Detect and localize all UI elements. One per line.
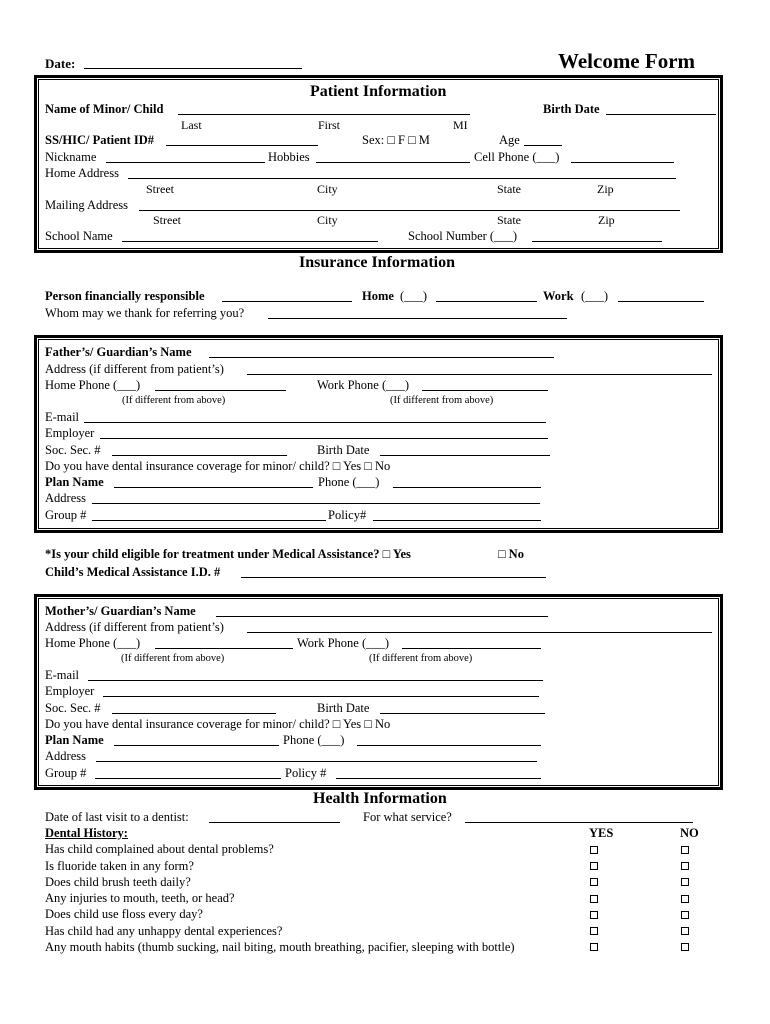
father-employer-field[interactable]	[100, 438, 548, 439]
yes-checkbox[interactable]	[590, 878, 598, 886]
city-caption: City	[317, 182, 338, 196]
hobbies-field[interactable]	[316, 162, 470, 163]
no-column-header: NO	[680, 826, 699, 840]
father-phone-label: Phone (___)	[318, 475, 380, 489]
school-number-label: School Number (___)	[408, 229, 518, 243]
state-caption: State	[497, 182, 521, 196]
health-info-title: Health Information	[313, 790, 447, 807]
no-checkbox[interactable]	[681, 927, 689, 935]
mother-policy-field[interactable]	[336, 778, 541, 779]
cell-phone-label: Cell Phone (___)	[474, 150, 560, 164]
child-name-field[interactable]	[178, 114, 470, 115]
father-work-phone-field[interactable]	[422, 390, 548, 391]
nickname-label: Nickname	[45, 150, 97, 164]
father-address-field[interactable]	[247, 374, 712, 375]
mother-address-label: Address (if different from patient’s)	[45, 620, 224, 634]
no-checkbox[interactable]	[681, 911, 689, 919]
mother-group-field[interactable]	[95, 778, 281, 779]
nickname-field[interactable]	[106, 162, 265, 163]
referral-label: Whom may we thank for referring you?	[45, 306, 245, 320]
mother-birth-label: Birth Date	[317, 701, 370, 715]
birth-date-label: Birth Date	[543, 102, 600, 116]
hobbies-label: Hobbies	[268, 150, 310, 164]
work-paren: (___)	[581, 289, 609, 303]
school-name-label: School Name	[45, 229, 113, 243]
father-policy-label: Policy#	[328, 508, 367, 522]
medical-assistance-no[interactable]: □ No	[498, 547, 524, 561]
father-group-field[interactable]	[92, 520, 326, 521]
father-soc-label: Soc. Sec. #	[45, 443, 101, 457]
no-checkbox[interactable]	[681, 895, 689, 903]
state-caption-2: State	[497, 213, 521, 227]
father-home-if-different: (If different from above)	[122, 395, 226, 406]
mother-home-phone-field[interactable]	[155, 648, 293, 649]
yes-checkbox[interactable]	[590, 846, 598, 854]
father-name-field[interactable]	[209, 357, 554, 358]
cell-phone-field[interactable]	[571, 162, 674, 163]
mother-work-phone-field[interactable]	[402, 648, 541, 649]
mailing-address-label: Mailing Address	[45, 198, 128, 212]
mother-birth-field[interactable]	[380, 713, 545, 714]
yes-checkbox[interactable]	[590, 895, 598, 903]
father-home-phone-field[interactable]	[155, 390, 286, 391]
home-address-field[interactable]	[128, 178, 676, 179]
patient-id-label: SS/HIC/ Patient ID#	[45, 133, 155, 147]
street-caption: Street	[146, 182, 174, 196]
city-caption-2: City	[317, 213, 338, 227]
mother-email-label: E-mail	[45, 668, 80, 682]
mother-home-phone-label: Home Phone (___)	[45, 636, 141, 650]
age-field[interactable]	[524, 145, 562, 146]
mother-group-label: Group #	[45, 766, 87, 780]
question-text: Any mouth habits (thumb sucking, nail biting, mouth breathing, pacifier, sleeping with bottle)	[45, 940, 515, 954]
work-label: Work	[543, 289, 574, 303]
zip-caption: Zip	[597, 182, 614, 196]
mother-phone-field[interactable]	[357, 745, 541, 746]
mother-name-field[interactable]	[216, 616, 548, 617]
mother-phone-label: Phone (___)	[283, 733, 345, 747]
work-phone-field[interactable]	[618, 301, 704, 302]
mother-plan-label: Plan Name	[45, 733, 104, 747]
father-plan-field[interactable]	[114, 487, 313, 488]
question-text: Does child use floss every day?	[45, 907, 203, 921]
yes-checkbox[interactable]	[590, 911, 598, 919]
father-email-field[interactable]	[84, 422, 546, 423]
medical-assistance-question[interactable]: *Is your child eligible for treatment under Medical Assistance? □ Yes	[45, 547, 411, 561]
mother-address2-label: Address	[45, 749, 86, 763]
home-address-label: Home Address	[45, 166, 119, 180]
responsible-label: Person financially responsible	[45, 289, 205, 303]
first-caption: First	[318, 118, 341, 132]
mother-work-if-different: (If different from above)	[369, 653, 473, 664]
father-home-phone-label: Home Phone (___)	[45, 378, 141, 392]
home-phone-field[interactable]	[436, 301, 537, 302]
father-email-label: E-mail	[45, 410, 80, 424]
mother-address-field[interactable]	[247, 632, 712, 633]
child-name-label: Name of Minor/ Child	[45, 102, 164, 116]
mother-plan-field[interactable]	[114, 745, 279, 746]
father-dental-question[interactable]: Do you have dental insurance coverage for minor/ child? □ Yes □ No	[45, 459, 391, 473]
mother-work-phone-label: Work Phone (___)	[297, 636, 390, 650]
medical-id-field[interactable]	[241, 577, 546, 578]
home-label: Home	[362, 289, 394, 303]
no-checkbox[interactable]	[681, 943, 689, 951]
mother-address2-field[interactable]	[96, 761, 537, 762]
father-address2-field[interactable]	[92, 503, 540, 504]
question-text: Does child brush teeth daily?	[45, 875, 191, 889]
question-text: Is fluoride taken in any form?	[45, 859, 194, 873]
birth-date-field[interactable]	[606, 114, 716, 115]
school-number-field[interactable]	[532, 241, 662, 242]
service-label: For what service?	[363, 810, 452, 824]
mother-employer-field[interactable]	[103, 696, 539, 697]
patient-info-title: Patient Information	[310, 83, 447, 100]
age-label: Age	[499, 133, 520, 147]
home-paren: (___)	[400, 289, 428, 303]
no-checkbox[interactable]	[681, 878, 689, 886]
mother-dental-question[interactable]: Do you have dental insurance coverage for minor/ child? □ Yes □ No	[45, 717, 391, 731]
question-text: Has child had any unhappy dental experiences?	[45, 924, 283, 938]
father-plan-label: Plan Name	[45, 475, 104, 489]
yes-column-header: YES	[589, 826, 614, 840]
question-text: Has child complained about dental problems?	[45, 842, 274, 856]
date-label: Date:	[45, 56, 76, 71]
date-field[interactable]	[84, 68, 302, 69]
father-birth-label: Birth Date	[317, 443, 370, 457]
father-work-if-different: (If different from above)	[390, 395, 494, 406]
form-title: Welcome Form	[558, 49, 696, 73]
insurance-info-title: Insurance Information	[299, 254, 456, 271]
school-name-field[interactable]	[122, 241, 378, 242]
father-work-phone-label: Work Phone (___)	[317, 378, 410, 392]
patient-id-field[interactable]	[166, 145, 318, 146]
yes-checkbox[interactable]	[590, 862, 598, 870]
yes-checkbox[interactable]	[590, 927, 598, 935]
father-name-label: Father’s/ Guardian’s Name	[45, 345, 192, 359]
responsible-field[interactable]	[222, 301, 352, 302]
street-caption-2: Street	[153, 213, 181, 227]
mother-policy-label: Policy #	[285, 766, 327, 780]
mailing-address-field[interactable]	[139, 210, 680, 211]
no-checkbox[interactable]	[681, 862, 689, 870]
no-checkbox[interactable]	[681, 846, 689, 854]
father-phone-field[interactable]	[393, 487, 541, 488]
father-address2-label: Address	[45, 491, 86, 505]
service-field[interactable]	[465, 822, 693, 823]
father-birth-field[interactable]	[380, 455, 550, 456]
dental-history-label: Dental History:	[45, 826, 128, 840]
last-visit-field[interactable]	[209, 822, 340, 823]
sex-label: Sex: □ F □ M	[362, 133, 430, 147]
last-caption: Last	[181, 118, 202, 132]
question-text: Any injuries to mouth, teeth, or head?	[45, 891, 235, 905]
mother-name-label: Mother’s/ Guardian’s Name	[45, 604, 196, 618]
mother-email-field[interactable]	[88, 680, 543, 681]
mother-home-if-different: (If different from above)	[121, 653, 225, 664]
father-employer-label: Employer	[45, 426, 95, 440]
mother-soc-field[interactable]	[112, 713, 276, 714]
father-policy-field[interactable]	[373, 520, 541, 521]
mi-caption: MI	[453, 118, 468, 132]
zip-caption-2: Zip	[598, 213, 615, 227]
mother-employer-label: Employer	[45, 684, 95, 698]
father-group-label: Group #	[45, 508, 87, 522]
mother-soc-label: Soc. Sec. #	[45, 701, 101, 715]
father-address-label: Address (if different from patient’s)	[45, 362, 224, 376]
medical-id-label: Child’s Medical Assistance I.D. #	[45, 565, 221, 579]
referral-field[interactable]	[268, 318, 567, 319]
last-visit-label: Date of last visit to a dentist:	[45, 810, 189, 824]
father-soc-field[interactable]	[112, 455, 287, 456]
yes-checkbox[interactable]	[590, 943, 598, 951]
